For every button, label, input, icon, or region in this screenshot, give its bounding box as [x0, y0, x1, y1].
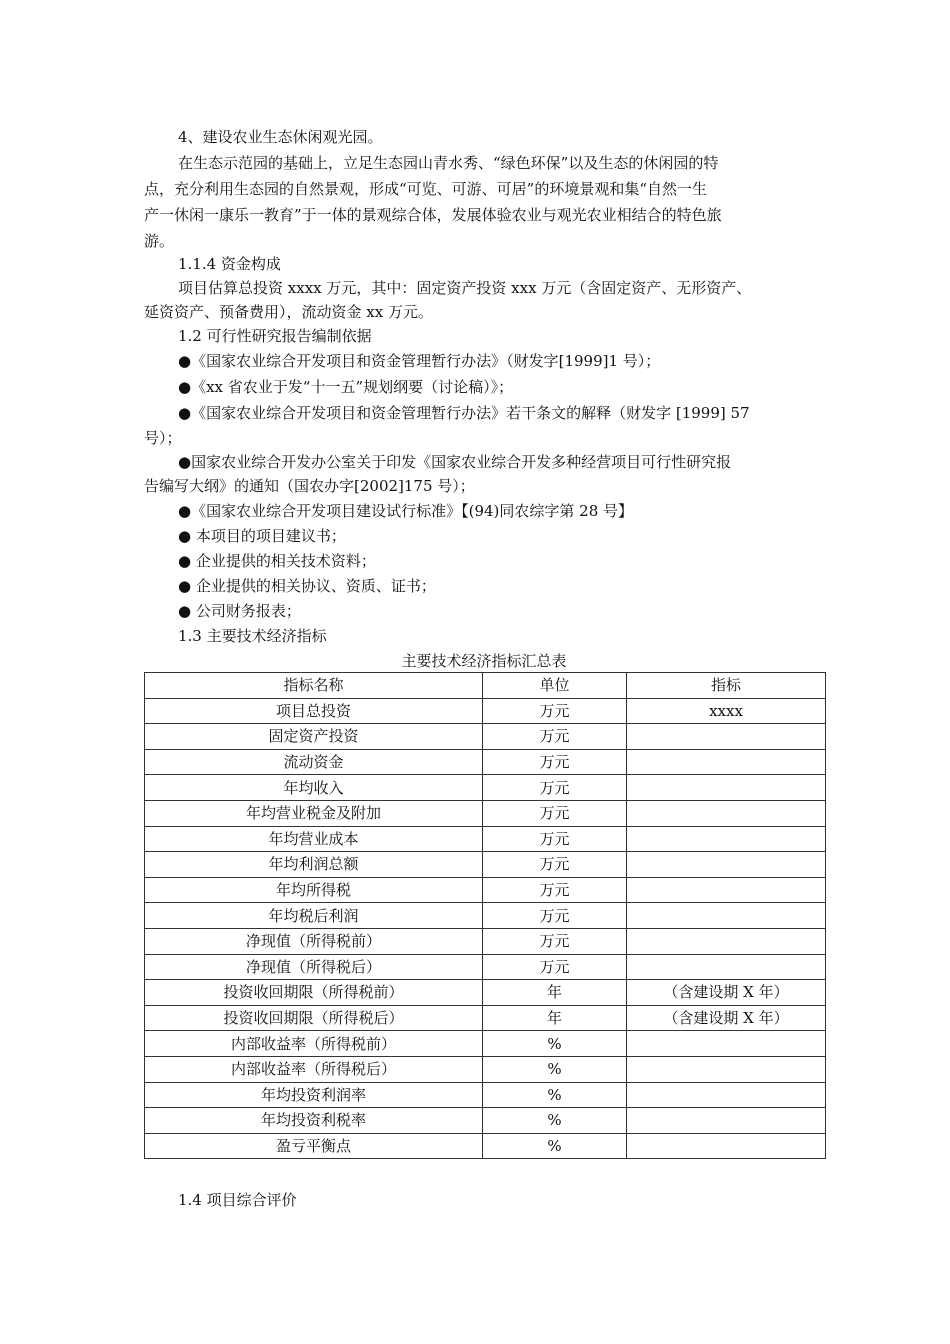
cell-unit: 万元 — [483, 826, 627, 852]
bullet-item: ● 公司财务报表； — [178, 602, 301, 620]
cell-value — [627, 852, 826, 878]
cell-value — [627, 1133, 826, 1159]
column-header-value: 指标 — [627, 673, 826, 699]
cell-value — [627, 928, 826, 954]
table-row — [145, 877, 826, 903]
cell-value — [627, 954, 826, 980]
bullet-item: ● 企业提供的相关技术资料； — [178, 552, 376, 570]
cell-indicator-name: 年均营业税金及附加 — [145, 800, 483, 826]
cell-indicator-name: 投资收回期限（所得税前） — [145, 980, 483, 1006]
cell-unit: % — [483, 1082, 627, 1108]
table-row — [145, 852, 826, 878]
column-header-name: 指标名称 — [145, 673, 483, 699]
paragraph-line: 延资资产、预备费用），流动资金 xx 万元。 — [144, 303, 433, 321]
cell-unit: 万元 — [483, 775, 627, 801]
cell-value: （含建设期 X 年） — [627, 1005, 826, 1031]
table-row — [145, 1133, 826, 1159]
cell-indicator-name: 年均投资利润率 — [145, 1082, 483, 1108]
cell-indicator-name: 年均营业成本 — [145, 826, 483, 852]
cell-unit: % — [483, 1108, 627, 1134]
paragraph-line: 项目估算总投资 xxxx 万元，其中：固定资产投资 xxx 万元（含固定资产、无形资产、 — [178, 279, 752, 297]
cell-unit: 万元 — [483, 698, 627, 724]
list-heading-eco-park: 4、建设农业生态休闲观光园。 — [178, 128, 383, 146]
table-row — [145, 928, 826, 954]
table-row — [145, 980, 826, 1006]
cell-indicator-name: 盈亏平衡点 — [145, 1133, 483, 1159]
table-row — [145, 800, 826, 826]
paragraph-line: 产一休闲一康乐一教育”于一体的景观综合体，发展体验农业与观光农业相结合的特色旅 — [144, 206, 722, 224]
paragraph-line: 点，充分利用生态园的自然景观，形成“可览、可游、可居”的环境景观和集“自然一生 — [144, 180, 708, 198]
cell-indicator-name: 年均所得税 — [145, 877, 483, 903]
cell-value — [627, 749, 826, 775]
cell-unit: 年 — [483, 980, 627, 1006]
table-row — [145, 1005, 826, 1031]
cell-unit: 万元 — [483, 800, 627, 826]
cell-value — [627, 775, 826, 801]
cell-value — [627, 903, 826, 929]
cell-unit: 万元 — [483, 724, 627, 750]
cell-unit: 万元 — [483, 877, 627, 903]
column-header-unit: 单位 — [483, 673, 627, 699]
bullet-item: ●《国家农业综合开发项目建设试行标准》【(94)同农综字第 28 号】 — [178, 502, 634, 520]
cell-indicator-name: 流动资金 — [145, 749, 483, 775]
cell-indicator-name: 净现值（所得税后） — [145, 954, 483, 980]
table-body — [145, 698, 826, 1159]
cell-value: （含建设期 X 年） — [627, 980, 826, 1006]
table-row — [145, 1031, 826, 1057]
table-row — [145, 775, 826, 801]
table-header-row — [145, 673, 826, 699]
cell-indicator-name: 内部收益率（所得税前） — [145, 1031, 483, 1057]
cell-indicator-name: 年均收入 — [145, 775, 483, 801]
cell-indicator-name: 内部收益率（所得税后） — [145, 1056, 483, 1082]
bullet-item: ●《xx 省农业于发“十一五”规划纲要（讨论稿）》； — [178, 378, 514, 396]
section-heading-evaluation: 1.4 项目综合评价 — [178, 1191, 297, 1209]
cell-indicator-name: 投资收回期限（所得税后） — [145, 1005, 483, 1031]
cell-indicator-name: 净现值（所得税前） — [145, 928, 483, 954]
table-row — [145, 749, 826, 775]
cell-unit: % — [483, 1056, 627, 1082]
section-heading-funding: 1.1.4 资金构成 — [178, 255, 281, 273]
cell-unit: % — [483, 1133, 627, 1159]
bullet-item: ● 本项目的项目建议书； — [178, 527, 346, 545]
table-row — [145, 903, 826, 929]
bullet-item: ●国家农业综合开发办公室关于印发《国家农业综合开发多种经营项目可行性研究报 — [178, 453, 732, 471]
bullet-item: ●《国家农业综合开发项目和资金管理暂行办法》（财发字[1999]1 号）； — [178, 352, 661, 370]
table-row — [145, 1056, 826, 1082]
cell-unit: 年 — [483, 1005, 627, 1031]
table-row — [145, 1082, 826, 1108]
cell-indicator-name: 年均税后利润 — [145, 903, 483, 929]
cell-indicator-name: 固定资产投资 — [145, 724, 483, 750]
cell-indicator-name: 年均利润总额 — [145, 852, 483, 878]
cell-unit: 万元 — [483, 928, 627, 954]
cell-value: xxxx — [627, 698, 826, 724]
cell-value — [627, 1108, 826, 1134]
cell-unit: % — [483, 1031, 627, 1057]
table-row — [145, 954, 826, 980]
cell-indicator-name: 项目总投资 — [145, 698, 483, 724]
table-caption: 主要技术经济指标汇总表 — [401, 652, 567, 670]
cell-value — [627, 1031, 826, 1057]
bullet-item: ●《国家农业综合开发项目和资金管理暂行办法》若干条文的解释（财发字 [1999] 57 — [178, 404, 750, 422]
cell-value — [627, 724, 826, 750]
cell-unit: 万元 — [483, 954, 627, 980]
paragraph-line: 告编写大纲》的通知（国农办字[2002]175 号）； — [144, 477, 475, 495]
table-row — [145, 724, 826, 750]
cell-unit: 万元 — [483, 903, 627, 929]
cell-value — [627, 1082, 826, 1108]
section-heading-basis: 1.2 可行性研究报告编制依据 — [178, 327, 372, 345]
table-row — [145, 698, 826, 724]
cell-value — [627, 877, 826, 903]
cell-unit: 万元 — [483, 749, 627, 775]
bullet-item: ● 企业提供的相关协议、资质、证书； — [178, 577, 436, 595]
cell-value — [627, 800, 826, 826]
cell-indicator-name: 年均投资利税率 — [145, 1108, 483, 1134]
cell-value — [627, 1056, 826, 1082]
cell-unit: 万元 — [483, 852, 627, 878]
table-row — [145, 826, 826, 852]
section-heading-indicators: 1.3 主要技术经济指标 — [178, 627, 327, 645]
table-row — [145, 1108, 826, 1134]
indicator-table — [144, 672, 826, 1159]
cell-value — [627, 826, 826, 852]
paragraph-line: 号）； — [144, 429, 182, 447]
paragraph-line: 在生态示范园的基础上，立足生态园山青水秀、“绿色环保”以及生态的休闲园的特 — [178, 154, 719, 172]
paragraph-line: 游。 — [144, 232, 175, 250]
